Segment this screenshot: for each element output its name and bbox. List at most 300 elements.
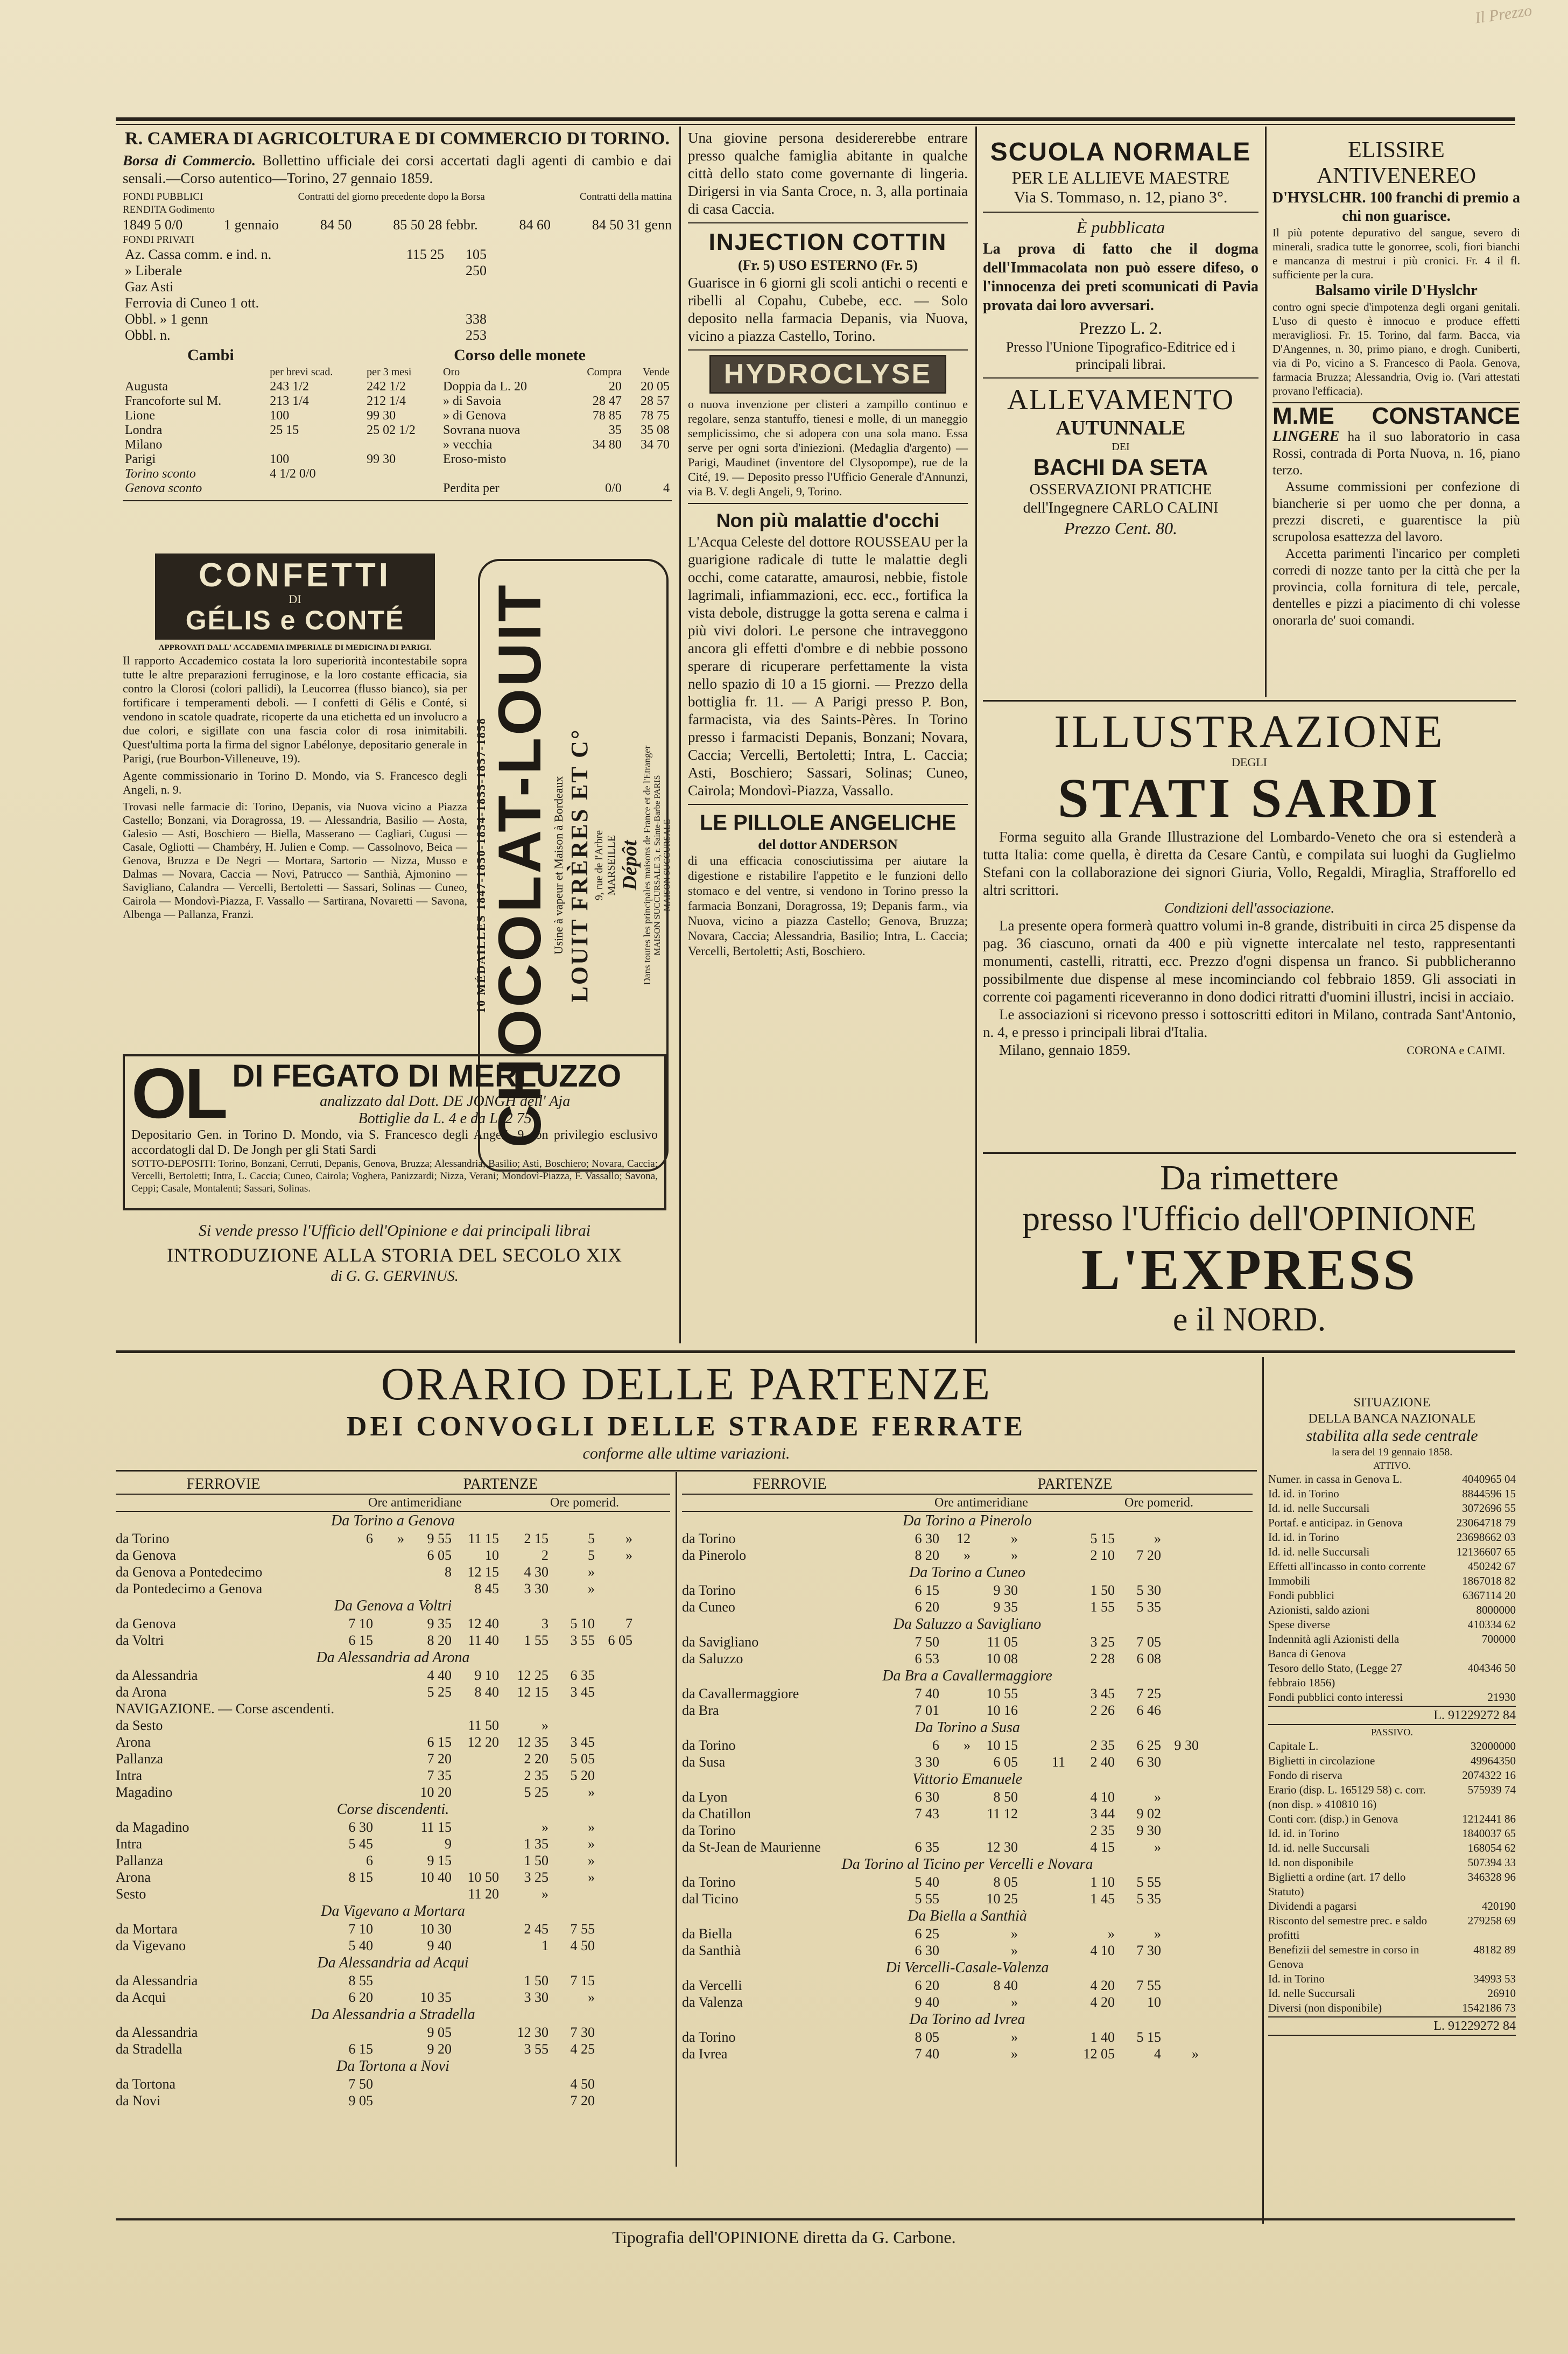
route-heading: Da Saluzzo a Savigliano (893, 1616, 1042, 1633)
header-ferrovie: FERROVIE (753, 1476, 827, 1493)
time-cell: 2 35 (1090, 1738, 1115, 1753)
cell (624, 467, 672, 481)
book-author: di G. G. GERVINUS. (331, 1268, 459, 1285)
time-cell: 8 45 (474, 1581, 499, 1596)
scuola-addr: Via S. Tommaso, n. 12, piano 3°. (1014, 188, 1228, 206)
time-cell: » (1011, 1531, 1018, 1546)
time-cell: 7 30 (1136, 1943, 1161, 1958)
column-4 (1272, 137, 1520, 703)
time-cell: 9 20 (427, 2041, 452, 2057)
chocolat-address: 9, rue de l'Arbre (593, 830, 605, 901)
banca-label: Numer. in cassa in Genova L. (1268, 1473, 1403, 1486)
time-cell: 4 30 (524, 1564, 549, 1580)
time-cell: 9 40 (427, 1938, 452, 1953)
timetable-row (116, 1937, 670, 1954)
time-cell (595, 1937, 632, 1954)
cell: 28 57 (641, 394, 670, 408)
timetable-row (682, 1599, 1253, 1615)
time-cell (595, 1972, 632, 1989)
time-cell (1018, 1942, 1065, 1959)
time-cell: » (1192, 2046, 1199, 2062)
station-name: da Bra (682, 1703, 719, 1718)
time-cell (1161, 1805, 1199, 1822)
cell: Ferrovia di Cuneo 1 ott. (125, 295, 259, 311)
time-cell: 2 35 (524, 1768, 549, 1783)
banca-row (1268, 1841, 1516, 1855)
time-cell (452, 1784, 499, 1800)
table-row (123, 365, 672, 380)
cell: 212 1/4 (367, 394, 406, 408)
prova-where: Presso l'Unione Tipografico-Editrice ed i principali librai. (1006, 339, 1236, 372)
time-cell: 7 20 (427, 1751, 452, 1767)
time-cell: 3 30 (524, 1581, 549, 1596)
timetable-row (116, 1835, 670, 1852)
banca-row (1268, 2001, 1516, 2015)
orario-top-rule (116, 1350, 1515, 1353)
injection-title: INJECTION COTTIN (708, 229, 947, 255)
banca-value: 1867018 82 (1462, 1574, 1516, 1587)
time-cell (373, 1667, 404, 1684)
time-cell: 10 40 (420, 1869, 452, 1885)
timetable-row (116, 1989, 670, 2006)
time-cell (595, 1784, 632, 1800)
station-name: da Genova (116, 1547, 176, 1563)
time-cell (452, 1972, 499, 1989)
station-name: da Alessandria (116, 2024, 198, 2040)
time-cell (1018, 1650, 1065, 1667)
time-cell: 9 30 (1136, 1823, 1161, 1838)
timetable-row (682, 1822, 1253, 1839)
time-cell (331, 1750, 373, 1767)
cell: 250 (466, 263, 487, 278)
timetable-row (116, 1819, 670, 1835)
table-row (123, 279, 489, 295)
banca-label: Benefizii del semestre in corso in Genova (1268, 1943, 1419, 1971)
time-cell (1161, 1977, 1199, 1994)
chocolat-name: CHOCOLAT-LOUIT (486, 583, 553, 1148)
station-name: da Torino (682, 1874, 736, 1890)
time-cell (331, 1667, 373, 1684)
banca-label: Portaf. e anticipaz. in Genova (1268, 1516, 1403, 1529)
time-cell (1161, 2029, 1199, 2045)
route-heading: Da Vigevano a Mortara (321, 1903, 465, 1919)
route-heading: Da Alessandria ad Arona (316, 1649, 470, 1666)
cell: 20 05 (641, 380, 670, 394)
cell: Francoforte sul M. (125, 394, 222, 408)
time-cell: 8 40 (474, 1684, 499, 1700)
time-cell (1161, 1925, 1199, 1942)
time-cell (549, 1700, 595, 1717)
time-cell (1018, 1822, 1065, 1839)
station-name: Sesto (116, 1886, 146, 1902)
banca-label: Fondo di riserva (1268, 1769, 1342, 1782)
banca-label: Id. id. nelle Succursali (1268, 1841, 1370, 1854)
table-row (123, 263, 489, 279)
time-cell: 8 40 (993, 1978, 1018, 1993)
route-heading: Da Bra a Cavallermaggiore (882, 1668, 1052, 1684)
time-cell: 9 35 (427, 1616, 452, 1631)
timetable-row (682, 1582, 1253, 1599)
divider (123, 500, 672, 501)
cell: 84 50 31 genn (592, 217, 672, 233)
time-cell (939, 1822, 971, 1839)
time-cell: 5 25 (427, 1684, 452, 1700)
timetable-row (116, 1750, 670, 1767)
time-cell (971, 1822, 1018, 1839)
time-cell: » (588, 1853, 595, 1868)
time-cell: 4 20 (1090, 1978, 1115, 1993)
time-cell: 11 (1051, 1754, 1065, 1770)
time-cell (452, 1700, 499, 1717)
time-cell: 6 35 (915, 1839, 939, 1855)
timetable-row (682, 1925, 1253, 1942)
time-cell: 5 (588, 1547, 595, 1563)
scuola-sub: PER LE ALLIEVE MAESTRE (1011, 168, 1230, 187)
time-cell: 3 45 (1090, 1686, 1115, 1701)
time-cell: 5 (588, 1531, 595, 1546)
privati-table (123, 247, 489, 344)
banca-value: 450242 67 (1467, 1560, 1516, 1573)
time-cell: 11 05 (987, 1634, 1018, 1650)
timetable-row (116, 1886, 670, 1902)
station-name: Magadino (116, 1784, 173, 1800)
illustrazione-editors: CORONA e CAIMI. (1407, 1043, 1505, 1057)
station-name: da Arona (116, 1684, 167, 1700)
banca-value: 420190 (1482, 1900, 1516, 1912)
station-name: Intra (116, 1836, 143, 1852)
chocolat-paris: MAISON SUCCURSALE 3, r. Sainte-Barbe PARIS (653, 775, 662, 956)
time-cell (939, 1874, 971, 1890)
timetable-row (116, 2041, 670, 2057)
timetable-row (682, 1547, 1253, 1564)
time-cell: 1 40 (1090, 2029, 1115, 2045)
orario-right-table (682, 1475, 1253, 2062)
cell: 35 (608, 423, 622, 437)
illustrazione-ad (983, 706, 1516, 1159)
time-cell: » (588, 1819, 595, 1835)
timetable-row (682, 1805, 1253, 1822)
timetable-row (682, 1754, 1253, 1770)
borsa-text (123, 152, 672, 187)
time-cell: 3 45 (570, 1684, 595, 1700)
cell: Doppia da L. 20 (443, 380, 527, 394)
time-cell (373, 1784, 404, 1800)
timetable-row (682, 1685, 1253, 1702)
time-cell: 7 25 (1136, 1686, 1161, 1701)
time-cell: 12 25 (517, 1668, 549, 1683)
timetable-row (682, 1650, 1253, 1667)
banca-row (1268, 1617, 1516, 1632)
time-cell (404, 2076, 452, 2092)
cell: 25 15 (270, 423, 299, 437)
route-heading: Da Torino a Pinerolo (903, 1512, 1032, 1529)
station-name: da Alessandria (116, 1668, 198, 1683)
time-cell: 8 50 (993, 1789, 1018, 1805)
table-row (123, 311, 489, 327)
station-name: da Novi (116, 2093, 161, 2108)
rendita-row (123, 216, 672, 234)
station-name: da Torino (682, 2029, 736, 2045)
banca-row (1268, 1943, 1516, 1972)
cell: 34 70 (641, 438, 670, 452)
banca-label: Id. in Torino (1268, 1972, 1325, 1985)
time-cell: 7 43 (915, 1806, 939, 1821)
time-cell: 8 20 (915, 1547, 939, 1563)
allevamento-author: dell'Ingegnere CARLO CALINI (1023, 500, 1219, 516)
cell: 1 gennaio (224, 217, 279, 233)
time-cell: 12 15 (467, 1564, 499, 1580)
time-cell: 6 15 (348, 2041, 373, 2057)
time-cell (331, 1886, 373, 1902)
route-heading: Da Alessandria a Stradella (311, 2006, 475, 2023)
time-cell: 5 05 (570, 1751, 595, 1767)
column-3 (983, 137, 1258, 703)
allevamento-sub: AUTUNNALE (1056, 417, 1186, 439)
time-cell (897, 1822, 939, 1839)
time-cell (939, 1599, 971, 1615)
time-cell (1161, 1685, 1199, 1702)
route-heading: Da Torino a Cuneo (909, 1564, 1025, 1581)
cell: Augusta (125, 380, 168, 394)
time-cell: 2 40 (1090, 1754, 1115, 1770)
time-cell (595, 2092, 632, 2109)
hdr-giorno: Contratti del giorno precedente dopo la Borsa (298, 191, 485, 202)
banca-value: 32000000 (1471, 1740, 1516, 1753)
time-cell (1161, 1942, 1199, 1959)
time-cell: 4 20 (1090, 1994, 1115, 2010)
banca-label: Id. id. in Torino (1268, 1827, 1339, 1840)
rimettere-ad (983, 1158, 1516, 1346)
banca-row (1268, 1632, 1516, 1661)
illustrazione-stati: STATI SARDI (1057, 767, 1442, 829)
station-name: da Torino (682, 1738, 736, 1753)
cell (376, 263, 447, 279)
timetable-row (682, 1634, 1253, 1650)
timetable-row (682, 1789, 1253, 1805)
cell: 1849 5 0/0 (123, 217, 183, 233)
elisir-title: ELISSIRE ANTIVENEREO (1316, 138, 1476, 188)
banca-label: Immobili (1268, 1574, 1311, 1587)
time-cell (595, 2024, 632, 2041)
time-cell: 6 05 (993, 1754, 1018, 1770)
time-cell (373, 1819, 404, 1835)
time-cell: 7 40 (915, 1686, 939, 1701)
hydro-title: HYDROCLYSE (709, 355, 946, 394)
balsamo-title: Balsamo virile D'Hyslchr (1315, 282, 1478, 299)
time-cell: 8 (445, 1564, 452, 1580)
banca-row (1268, 1516, 1516, 1530)
time-cell: 3 (542, 1616, 549, 1631)
borsa-label: Borsa di Commercio. (123, 152, 256, 169)
divider (983, 377, 1258, 379)
governante-ad: Una giovine persona desidererebbe entrare presso qualche famiglia abitante in qualche città dello stato come governante di lingeria. Dirigersi in via Santa Croce, n. 3, alla portinaia di casa Caccia. (688, 130, 968, 217)
time-cell (595, 1921, 632, 1937)
injection-price: (Fr. 5) USO ESTERNO (Fr. 5) (738, 257, 918, 273)
timetable-row (116, 2024, 670, 2041)
hdr-fondi: FONDI PUBBLICI (123, 191, 203, 202)
time-cell (452, 2092, 499, 2109)
banca-label: Id. non disponibile (1268, 1856, 1354, 1869)
constance-text1: ha il suo laboratorio in casa Rossi, contrada di Porta Nuova, n. 16, piano terzo. (1272, 430, 1520, 478)
time-cell: 1 55 (524, 1633, 549, 1648)
cell (446, 295, 489, 311)
route-heading: Da Alessandria ad Acqui (317, 1954, 469, 1971)
time-cell (1018, 1737, 1065, 1754)
time-cell (331, 1684, 373, 1700)
constance-ad (1272, 403, 1520, 479)
time-cell: 12 30 (517, 2024, 549, 2040)
time-cell: 10 15 (986, 1738, 1018, 1753)
timetable-subheader (116, 1495, 670, 1512)
cell (376, 295, 447, 311)
time-cell: 3 55 (524, 2041, 549, 2057)
prova-price: Prezzo L. 2. (1079, 318, 1163, 338)
cell: 100 (270, 452, 290, 466)
table-row (123, 452, 672, 467)
banca-value: 6367114 20 (1462, 1589, 1516, 1602)
timetable-row (116, 1580, 670, 1597)
banca-value: 4040965 04 (1462, 1473, 1516, 1486)
time-cell (331, 1547, 373, 1564)
time-cell (373, 1869, 404, 1886)
cell: 85 50 28 febbr. (393, 217, 478, 233)
cell: 78 75 (641, 409, 670, 423)
time-cell: 9 30 (993, 1582, 1018, 1598)
time-cell: » (588, 1564, 595, 1580)
time-cell: 7 35 (427, 1768, 452, 1783)
time-cell: 1 50 (1090, 1582, 1115, 1598)
banca-row (1268, 1501, 1516, 1516)
cell: » vecchia (443, 438, 493, 452)
time-cell: 4 (1154, 2046, 1161, 2062)
time-cell (1161, 1839, 1199, 1855)
banca-value: 404346 50 (1467, 1662, 1516, 1675)
footer-imprint: Tipografia dell'OPINIONE diretta da G. Carbone. (612, 2227, 956, 2247)
timetable-row (116, 1717, 670, 1734)
timetable-row (116, 1869, 670, 1886)
cell: Milano (125, 438, 163, 452)
camera-title: R. CAMERA DI AGRICOLTURA E DI COMMERCIO DI TORINO. (125, 129, 670, 149)
chocolat-depot: Dépôt (618, 840, 641, 891)
station-name: da Cavallermaggiore (682, 1686, 799, 1701)
banca-row (1268, 1603, 1516, 1617)
divider (688, 503, 968, 504)
cell: Londra (125, 423, 163, 437)
time-cell: » (542, 1886, 549, 1902)
time-cell (939, 2029, 971, 2045)
time-cell (1161, 1530, 1199, 1547)
time-cell: 2 45 (524, 1921, 549, 1937)
orario-mid-rule (676, 1472, 677, 2167)
cambi-title: Cambi (187, 346, 234, 364)
time-cell (1018, 1702, 1065, 1719)
cell: 338 (466, 311, 487, 327)
elisir-text: Il più potente depurativo del sangue, severo di minerali, sradica tutte le gonorree, scoli, fiori bianchi e mancanza di mestrui i più cronici. Fr. 4 il fl. sufficiente per la cura. (1272, 226, 1520, 281)
time-cell (595, 1564, 632, 1580)
time-cell (331, 1700, 373, 1717)
cell: 213 1/4 (270, 394, 309, 408)
time-cell (373, 1734, 404, 1750)
time-cell: 10 35 (420, 1989, 452, 2005)
cell (568, 467, 624, 481)
illustrazione-p1: Forma seguito alla Grande Illustrazione del Lombardo-Veneto che ora si estenderà a tutta Italia: come quella, è diretta da Cesare Cantù, e compilata sui luoghi da Guglielmo Stefani con la collaborazione dei signori Giuria, Vollo, Regaldi, Miraglia, Strafforello ed altri scrittori. (983, 829, 1516, 898)
cell: Compra (587, 366, 622, 378)
time-cell: 7 20 (570, 2093, 595, 2108)
time-cell (373, 1886, 404, 1902)
rimettere-express: L'EXPRESS (1081, 1238, 1418, 1302)
station-name: da Cuneo (682, 1599, 735, 1615)
time-cell: 8 15 (348, 1869, 373, 1885)
time-cell: 5 30 (1136, 1582, 1161, 1598)
cell: 20 (608, 380, 622, 394)
time-cell (1161, 1754, 1199, 1770)
time-cell (595, 1667, 632, 1684)
timetable-subheader (682, 1495, 1253, 1512)
time-cell: 5 15 (1136, 2029, 1161, 2045)
cell: » Liberale (125, 263, 182, 278)
station-name: da Stradella (116, 2041, 182, 2057)
rimettere-rule (983, 1152, 1516, 1154)
time-cell (549, 1717, 595, 1734)
time-cell: 7 50 (915, 1634, 939, 1650)
time-cell: » (588, 1784, 595, 1800)
station-name: da Vercelli (682, 1978, 742, 1993)
time-cell: 9 30 (1174, 1738, 1199, 1753)
time-cell (499, 2076, 549, 2092)
illustrazione-rule (983, 700, 1516, 702)
banca-value: 23698662 03 (1456, 1531, 1516, 1544)
route-heading: Da Biella a Santhià (908, 1908, 1027, 1924)
banca-label: Fondi pubblici conto interessi (1268, 1691, 1403, 1704)
banca-sep (1262, 1357, 1264, 2224)
cell: Parigi (125, 452, 156, 466)
banca-value: 1212441 86 (1462, 1812, 1516, 1825)
time-cell: 7 55 (1136, 1978, 1161, 1993)
orario-subtitle: DEI CONVOGLI DELLE STRADE FERRATE (346, 1411, 1026, 1442)
time-cell: 12 35 (517, 1734, 549, 1750)
time-cell: 10 16 (986, 1703, 1018, 1718)
time-cell: 5 55 (1136, 1874, 1161, 1890)
header-partenze: PARTENZE (1037, 1476, 1113, 1493)
time-cell (1161, 1822, 1199, 1839)
time-cell: » (1011, 1926, 1018, 1942)
constance-text2: Assume commissioni per confezione di biancherie si per uomo che per donna, a prezzi discreti, e guarentisce la più scrupolosa esattezza del lavoro. (1272, 480, 1520, 544)
banca-value: 507394 33 (1467, 1856, 1516, 1869)
time-cell: » (964, 1547, 971, 1563)
time-cell: 12 05 (1083, 2046, 1115, 2062)
top-rule (116, 117, 1515, 121)
time-cell (595, 1734, 632, 1750)
occhi-text: L'Acqua Celeste del dottore ROUSSEAU per la guarigione radicale di tutte le malattie degli occhi, come cataratte, amaurosi, nebbie, fistole lagrimali, infiammazioni, ecc. ecc., fortifica la vista debole, distrugge la gotta serena e calma i più vivi dolori. Le persone che intraveggono ancora gli effetti d'ombre e di nebbie possono sperare di ricuperare perfettamente la vista nello spazio di 10 a 15 giorni. — Prezzo della bottiglia fr. 11. — A Parigi presso P. Bon, farmacista, via des Saints-Pères. In Torino presso i farmacisti Depanis, Bonzani; Novara, Caccia; Vercelli, Bertoletti; Intra, L. Caccia; Asti, Boschiero; Sassari, Solinas; Cuneo, Cairola; Mondovì-Piazza, Vassallo. (688, 534, 968, 798)
time-cell (939, 1582, 971, 1599)
illustrazione-condizioni: Condizioni dell'associazione. (1164, 900, 1335, 916)
station-name: da Magadino (116, 1819, 189, 1835)
time-cell (373, 1564, 404, 1580)
confetti-brand: GÉLIS e CONTÉ (185, 605, 405, 635)
banca-section (1268, 1395, 1516, 2224)
time-cell (1018, 1994, 1065, 2010)
time-cell: 1 (542, 1938, 549, 1953)
illustrazione-title: ILLUSTRAZIONE (1054, 705, 1445, 757)
time-cell: 7 30 (570, 2024, 595, 2040)
illustrazione-degli: DEGLI (1232, 755, 1267, 769)
table-row (123, 438, 672, 452)
time-cell: » (588, 1869, 595, 1885)
time-cell (331, 1784, 373, 1800)
rimettere-nord: e il NORD. (1172, 1301, 1326, 1338)
book-title: INTRODUZIONE ALLA STORIA DEL SECOLO XIX (167, 1244, 622, 1266)
timetable-row (116, 2076, 670, 2092)
